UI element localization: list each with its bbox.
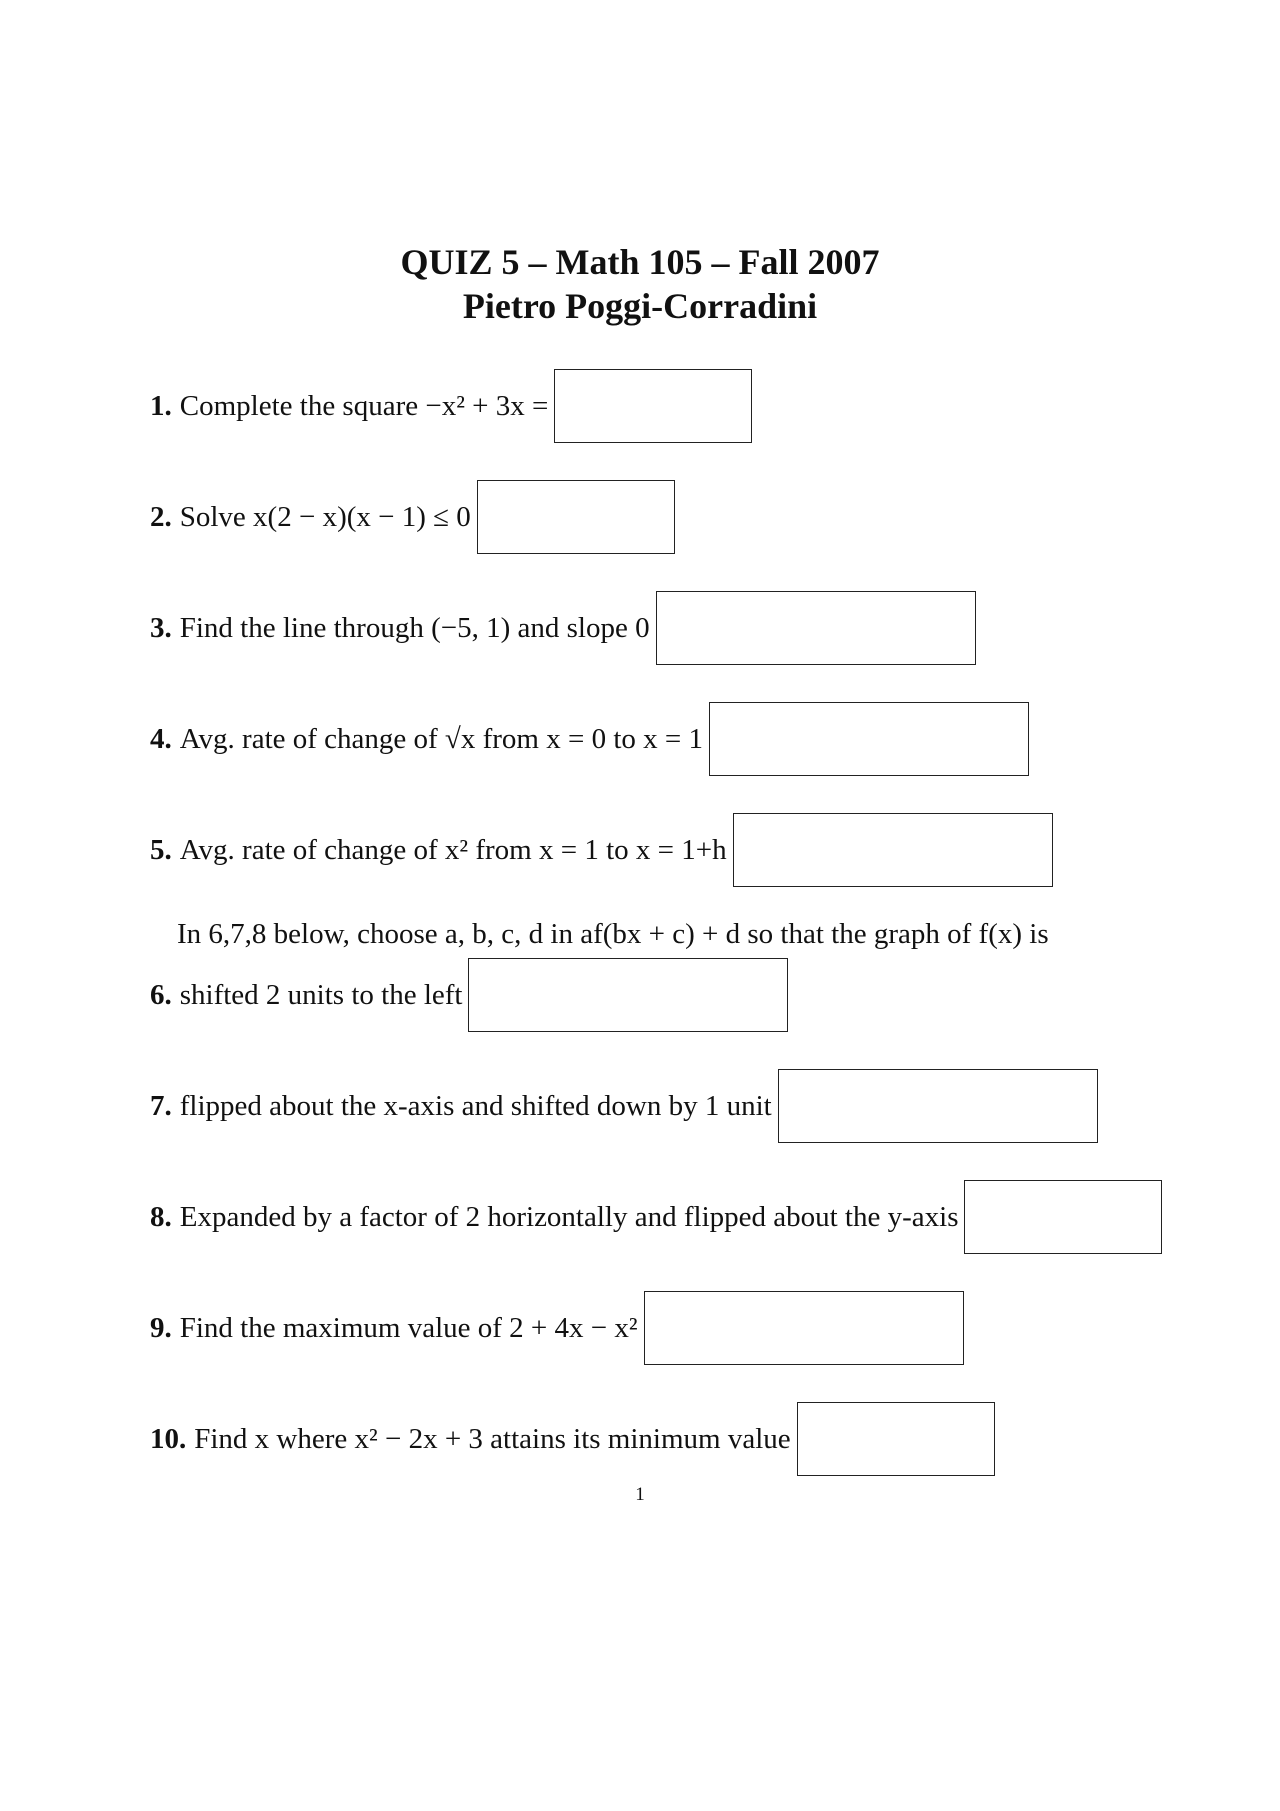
question-text: Find the line through (−5, 1) and slope 0 [179,611,650,644]
page-number: 1 [635,1484,645,1505]
question-text: Find x where x² − 2x + 3 attains its minimum value [194,1422,791,1455]
answer-box-10[interactable] [797,1402,995,1476]
answer-box-9[interactable] [644,1291,964,1365]
question-text: Complete the square −x² + 3x = [179,389,549,422]
quiz-header [0,240,1280,328]
question-number: 10. [150,1422,187,1455]
question-text: flipped about the x-axis and shifted down by 1 unit [179,1089,772,1122]
question-number: 6. [150,978,172,1011]
question-5 [150,812,1053,888]
question-text: Find the maximum value of 2 + 4x − x² [179,1311,638,1344]
question-number: 1. [150,389,172,422]
question-number: 8. [150,1200,172,1233]
answer-box-5[interactable] [733,813,1053,887]
question-text: Avg. rate of change of x² from x = 1 to x = 1+h [179,833,727,866]
question-number: 7. [150,1089,172,1122]
answer-box-2[interactable] [477,480,675,554]
answer-box-4[interactable] [709,702,1029,776]
question-2 [150,479,675,555]
question-7 [150,1068,1098,1144]
question-6 [150,957,788,1033]
question-number: 9. [150,1311,172,1344]
question-text: Expanded by a factor of 2 horizontally and flipped about the y-axis [179,1200,959,1233]
question-1 [150,368,752,444]
question-4 [150,701,1029,777]
question-number: 4. [150,722,172,755]
question-3 [150,590,976,666]
question-text: Solve x(2 − x)(x − 1) ≤ 0 [179,500,471,533]
answer-box-6[interactable] [468,958,788,1032]
quiz-author: Pietro Poggi-Corradini [462,286,818,326]
question-8 [150,1179,1162,1255]
question-10 [150,1401,995,1477]
question-text: Avg. rate of change of √x from x = 0 to x = 1 [179,722,703,755]
instruction-text: In 6,7,8 below, choose a, b, c, d in af(bx + c) + d so that the graph of f(x) is [177,918,1049,950]
answer-box-7[interactable] [778,1069,1098,1143]
question-number: 5. [150,833,172,866]
quiz-title: QUIZ 5 – Math 105 – Fall 2007 [400,242,880,282]
answer-box-3[interactable] [656,591,976,665]
question-number: 2. [150,500,172,533]
answer-box-8[interactable] [964,1180,1162,1254]
question-number: 3. [150,611,172,644]
question-9 [150,1290,964,1366]
question-text: shifted 2 units to the left [179,978,463,1011]
answer-box-1[interactable] [554,369,752,443]
